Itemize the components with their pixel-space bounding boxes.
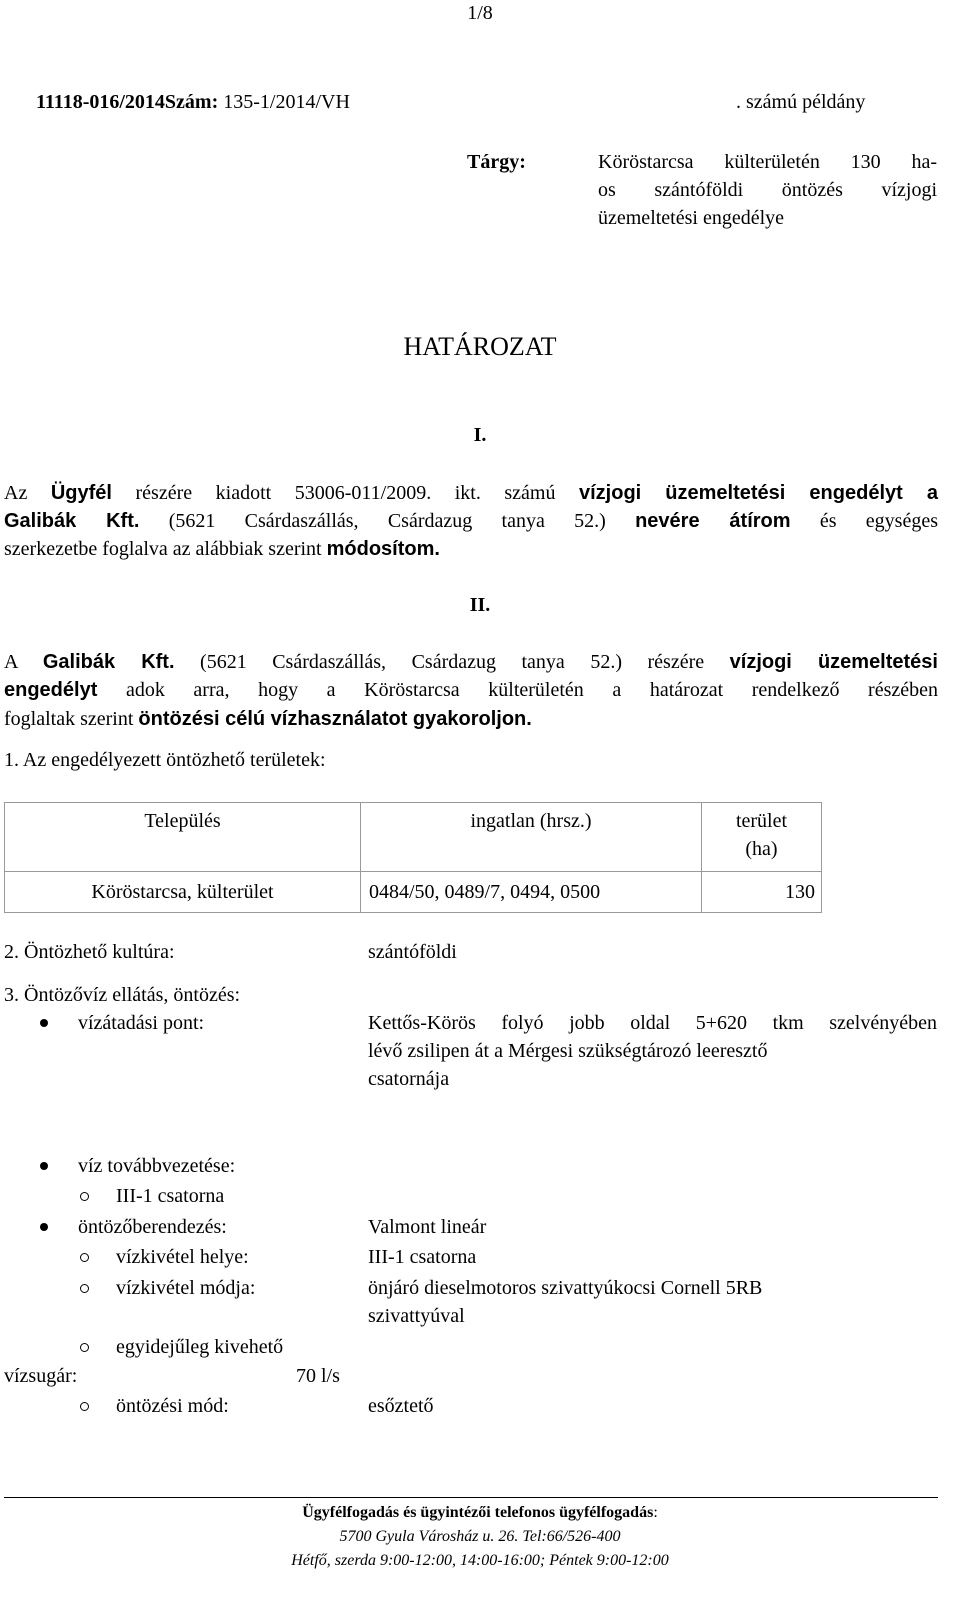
copy-label: . számú példány xyxy=(736,91,866,113)
section-1-line-3: szerkezetbe foglalva az alábbiak szerint módosítom. xyxy=(4,538,440,560)
circle-bullet-icon xyxy=(80,1253,89,1262)
bullet-icon xyxy=(40,1162,48,1170)
case-number: 11118-016/2014 xyxy=(36,91,165,113)
subject-line-3: üzemeltetési engedélye xyxy=(598,207,785,229)
ontozesi-mod-label: öntözési mód: xyxy=(116,1395,229,1417)
bullet-icon xyxy=(40,1223,48,1231)
tovabbvezetes-label: víz továbbvezetése: xyxy=(78,1155,236,1177)
section-1-line-2: Galibák Kft. (5621 Csárdaszállás, Csárdazug tanya 52.) nevére átírom és egységes xyxy=(4,510,939,532)
kivetel-mod-line-2: szivattyúval xyxy=(368,1305,465,1327)
egyidejuleg-label: egyidejűleg kivehető xyxy=(116,1336,284,1358)
kivetel-hely-value: III-1 csatorna xyxy=(368,1246,477,1268)
footer-address: 5700 Gyula Városház u. 26. Tel:66/526-400 xyxy=(339,1528,621,1545)
berendezes-value: Valmont lineár xyxy=(368,1216,487,1238)
berendezes-label: öntözőberendezés: xyxy=(78,1216,227,1238)
item-2-label: 2. Öntözhető kultúra: xyxy=(4,941,175,963)
item-3-label: 3. Öntözővíz ellátás, öntözés: xyxy=(4,984,241,1006)
header-ingatlan: ingatlan (hrsz.) xyxy=(361,803,702,872)
subject-line-1: Köröstarcsa külterületén 130 ha- xyxy=(598,151,937,173)
section-2-line-1: A Galibák Kft. (5621 Csárdaszállás, Csárdazug tanya 52.) részére vízjogi üzemeltetési xyxy=(4,651,938,673)
bullet-icon xyxy=(40,1019,48,1027)
section-1-line-1: Az Ügyfél részére kiadott 53006-011/2009. ikt. számú vízjogi üzemeltetési engedélyt a xyxy=(4,482,938,504)
subject-line-2: os szántóföldi öntözés vízjogi xyxy=(598,179,937,201)
section-2-line-2: engedélyt adok arra, hogy a Köröstarcsa külterületén a határozat rendelkező részében xyxy=(4,679,938,701)
page-number: 1/8 xyxy=(467,2,493,24)
cell-telepules: Köröstarcsa, külterület xyxy=(5,872,361,913)
footer-hours: Hétfő, szerda 9:00-12:00, 14:00-16:00; Péntek 9:00-12:00 xyxy=(291,1552,669,1569)
vizatadasi-line-1: Kettős-Körös folyó jobb oldal 5+620 tkm szelvényében xyxy=(368,1012,937,1034)
vizatadasi-line-2: lévő zsilipen át a Mérgesi szükségtározó leeresztő xyxy=(368,1040,768,1062)
table-row xyxy=(5,872,822,913)
circle-bullet-icon xyxy=(80,1343,89,1352)
cell-terulet: 130 xyxy=(702,872,822,913)
vizatadasi-line-3: csatornája xyxy=(368,1068,450,1090)
vizsugar-value: 70 l/s xyxy=(296,1365,340,1387)
table-header-row xyxy=(5,803,822,872)
circle-bullet-icon xyxy=(80,1192,89,1201)
header-telepules: Település xyxy=(5,803,361,872)
vizsugar-label: vízsugár: xyxy=(4,1365,78,1387)
area-table xyxy=(4,802,822,913)
tovabbvezetes-sub: III-1 csatorna xyxy=(116,1185,225,1207)
footer-line-1: Ügyfélfogadás és ügyintézői telefonos ügyfélfogadás: xyxy=(302,1504,658,1521)
case-number-line xyxy=(36,88,350,116)
section-1-number: I. xyxy=(473,424,487,446)
section-2-line-3: foglaltak szerint öntözési célú vízhasználatot gyakoroljon. xyxy=(4,708,532,730)
page-title: HATÁROZAT xyxy=(403,332,557,361)
subject-label: Tárgy: xyxy=(467,151,526,173)
vizatadasi-label: vízátadási pont: xyxy=(78,1012,205,1034)
circle-bullet-icon xyxy=(80,1402,89,1411)
item-2-value: szántóföldi xyxy=(368,941,457,963)
ontozesi-mod-value: esőztető xyxy=(368,1395,434,1417)
szam-value: 135-1/2014/VH xyxy=(223,91,350,113)
kivetel-mod-label: vízkivétel módja: xyxy=(116,1277,256,1299)
cell-ingatlan: 0484/50, 0489/7, 0494, 0500 xyxy=(361,872,702,913)
section-2-number: II. xyxy=(469,594,491,616)
circle-bullet-icon xyxy=(80,1284,89,1293)
header-terulet: terület (ha) xyxy=(702,803,822,872)
szam-label: Szám: xyxy=(164,91,219,113)
kivetel-mod-line-1: önjáró dieselmotoros szivattyúkocsi Cornell 5RB xyxy=(368,1277,763,1299)
footer-divider xyxy=(4,1497,938,1498)
kivetel-hely-label: vízkivétel helye: xyxy=(116,1246,249,1268)
item-1-label: 1. Az engedélyezett öntözhető területek: xyxy=(4,749,326,771)
